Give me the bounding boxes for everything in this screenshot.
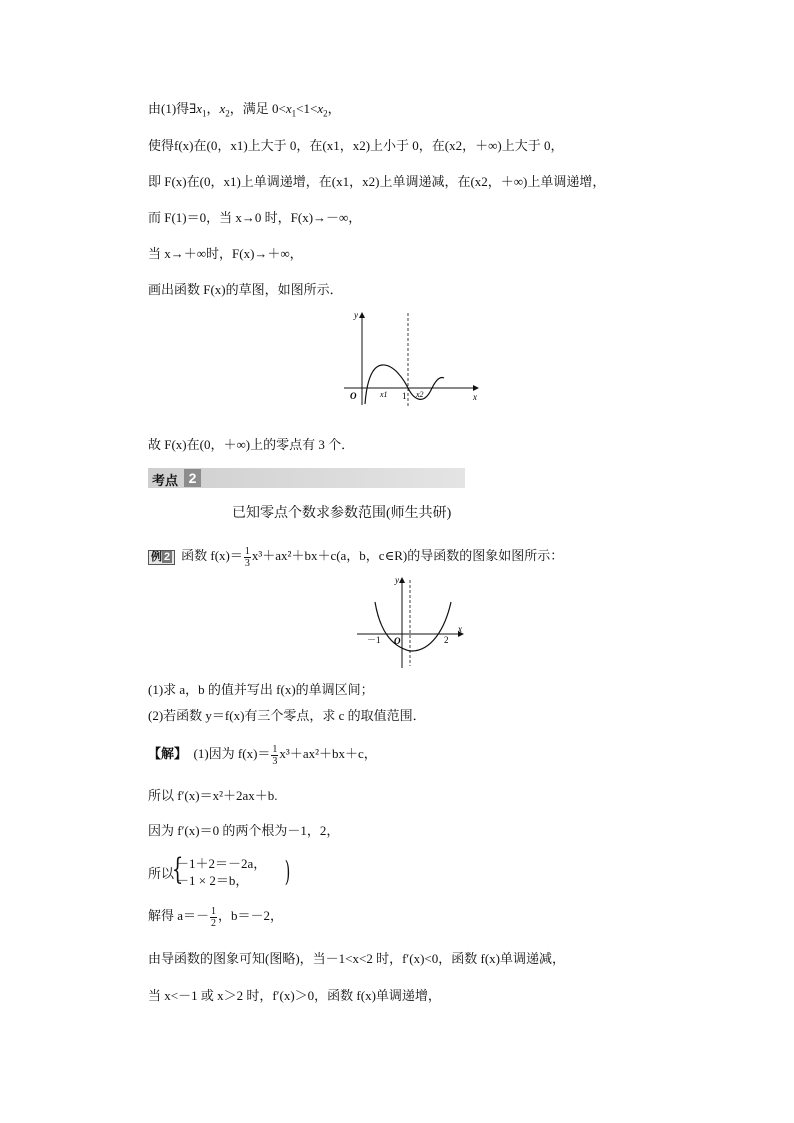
question-1: (1)求 a，b 的值并写出 f(x)的单调区间； [148,682,374,697]
fraction-one-third: $\frac{1}{3}$ [272,743,278,767]
line-5: 当 x→＋∞时，F(x)→＋∞， [148,246,303,261]
line-1: 由(1)得$\exists x_1$，$x_2$，满足 $0<x_1<1<x_2$， [148,101,341,119]
origin-label: O [394,636,401,646]
x2-label: x2 [416,390,424,399]
solution-line-6: 由导函数的图象可知(图略)，当－1<x<2 时，f′(x)<0，函数 f(x)单调递减， [148,951,565,966]
section-number: 2 [184,469,201,487]
example-statement: 例 2 函数 f(x)＝ $\frac{1}{3}$ x³＋ax²＋bx＋c(a，b，c∈R)的导函数的图象如图所示： [148,544,563,569]
section-header [148,468,465,488]
x1-label: x1 [380,390,388,399]
x-label: x [458,624,462,634]
x-label: x [473,392,477,402]
solution-line-3: 因为 f′(x)＝0 的两个根为－1，2， [148,823,340,838]
line-3: 即 F(x)在(0，x1)上单调递增，在(x1，x2)上单调递减，在(x2，＋∞)上单调递增， [148,174,606,189]
fraction-one-third: $\frac{1}{3}$ [244,545,250,569]
figure-F-sketch [340,308,485,408]
solution-line-2: 所以 f′(x)＝x²＋2ax＋b. [148,788,278,803]
y-label: y [354,310,358,320]
fraction-one-half: $\frac{1}{2}$ [211,905,217,929]
question-2: (2)若函数 y＝f(x)有三个零点，求 c 的取值范围． [148,708,426,723]
system-row-2: －1 × 2＝b， [176,873,249,888]
section-subtitle: 已知零点个数求参数范围(师生共研) [232,506,452,521]
neg-one-label: －1 [367,635,381,645]
solution-line-1: 【解】 (1)因为 f(x)＝ $\frac{1}{3}$ x³＋ax²＋bx＋c， [148,743,377,767]
two-label: 2 [444,635,449,645]
line-2: 使得f(x)在(0，x1)上大于 0，在(x1，x2)上小于 0，在(x2，＋∞)上大于 0， [148,138,564,153]
solution-label: 【解】 [148,746,188,761]
origin-label: O [350,391,357,401]
section-label: 考点 [152,473,179,488]
y-label: y [395,575,399,585]
figure-derivative [355,574,467,670]
line-4: 而 F(1)＝0，当 x→0 时，F(x)→－∞， [148,210,362,225]
left-brace: { [171,852,184,887]
solution-line-5: 解得 a＝－ $\frac{1}{2}$ ，b＝－2， [148,905,284,929]
line-6: 画出函数 F(x)的草图，如图所示． [148,282,343,297]
right-paren: ) [284,855,291,888]
line-7: 故 F(x)在(0，＋∞)上的零点有 3 个． [148,437,355,452]
system-row-1: －1＋2＝－2a， [176,856,267,871]
example-badge: 例 2 [148,550,175,565]
one-label: 1 [402,391,407,401]
curve-derivative [375,602,451,651]
solution-line-7: 当 x<－1 或 x＞2 时，f′(x)＞0，函数 f(x)单调递增， [148,988,441,1003]
